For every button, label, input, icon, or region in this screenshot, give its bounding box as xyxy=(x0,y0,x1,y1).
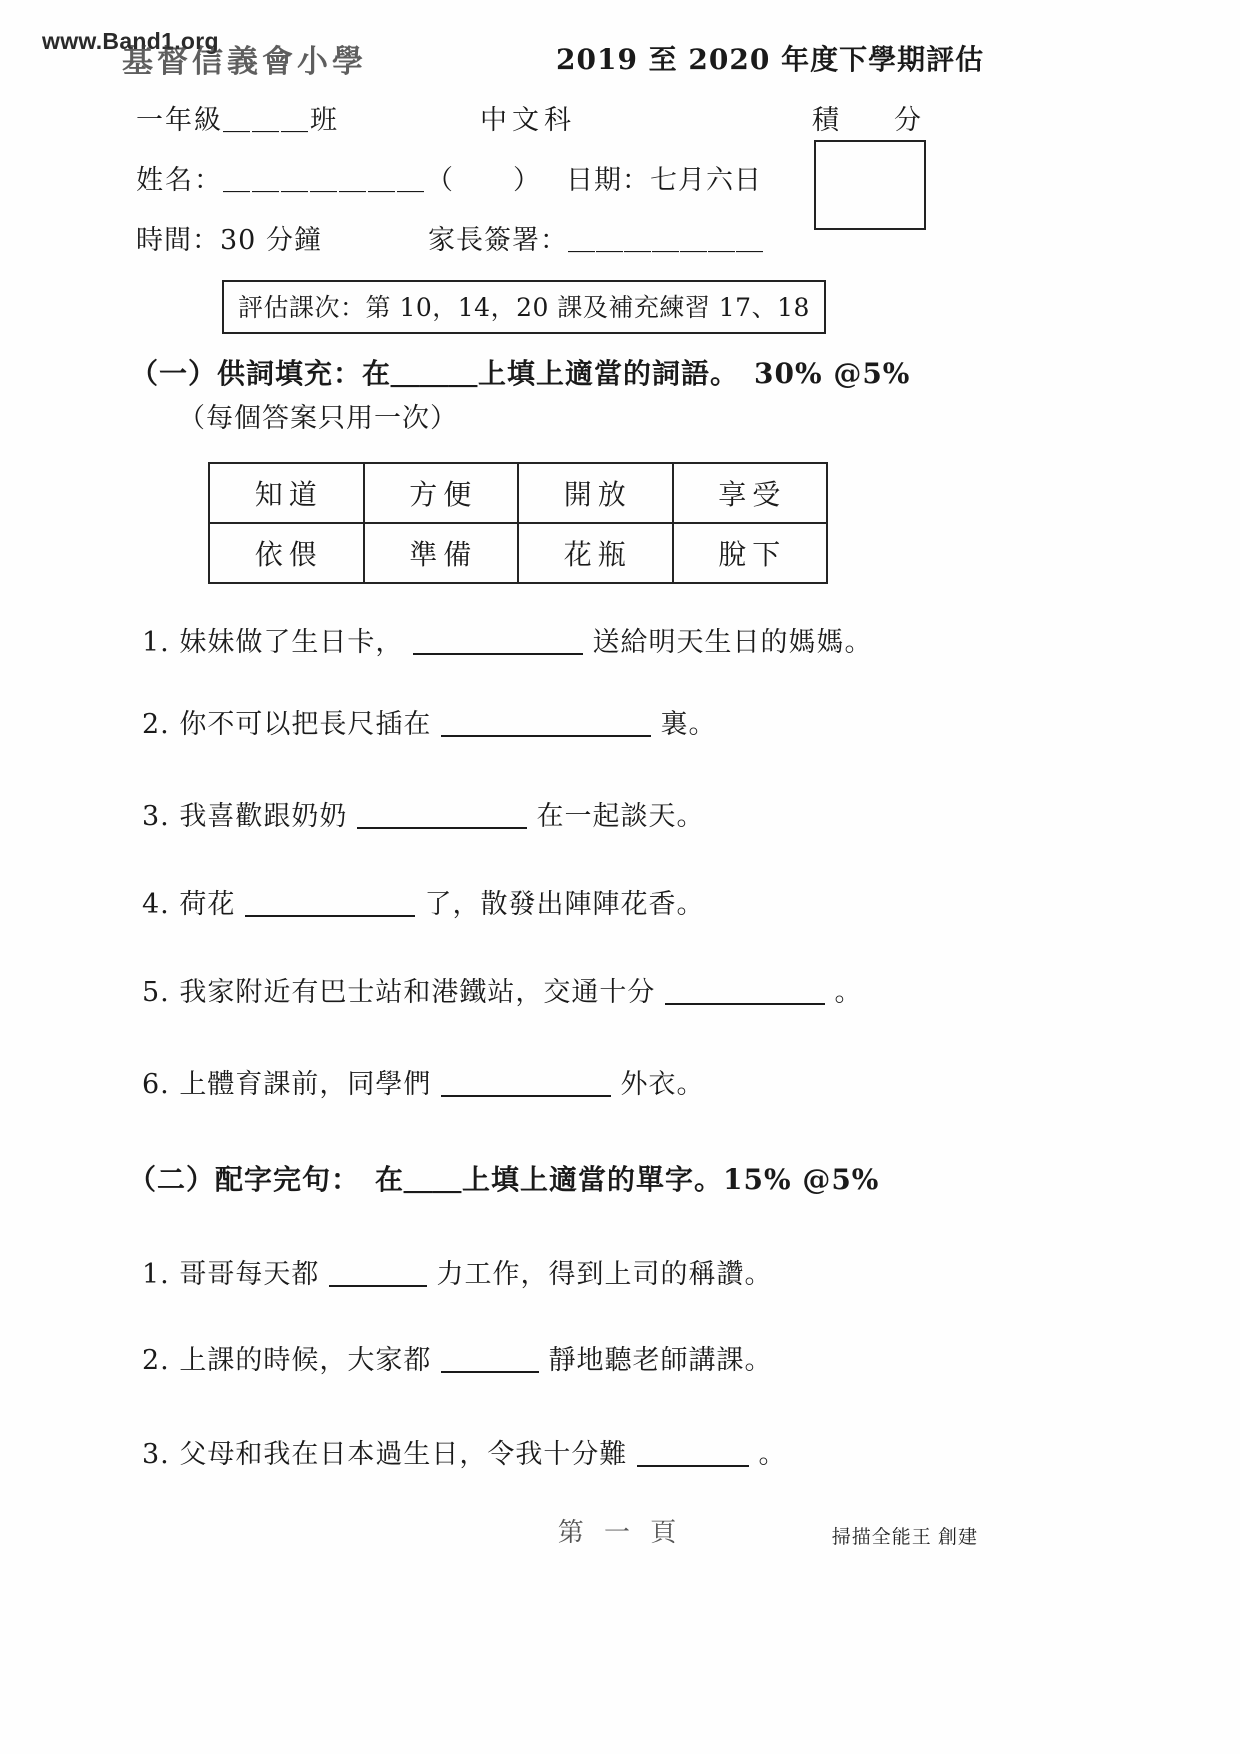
parent-signature-line: 家長簽署：＿＿＿＿＿＿＿ xyxy=(428,225,764,256)
site-watermark: www.Band1.org xyxy=(42,28,219,54)
question-item xyxy=(142,1062,705,1101)
question-number: 6. xyxy=(142,1069,170,1100)
table-row xyxy=(209,523,827,583)
question-text-before: 父母和我在日本過生日，令我十分難 xyxy=(179,1439,628,1470)
question-number: 1. xyxy=(142,627,170,658)
grade-class-line: 一年級＿＿＿班 xyxy=(136,105,339,136)
score-label: 積 分 xyxy=(812,105,935,136)
question-number: 2. xyxy=(142,709,170,740)
question-item xyxy=(142,882,705,921)
student-name-line: 姓名：＿＿＿＿＿＿＿（ ） xyxy=(136,165,542,196)
assessment-scope-box: 評估課次：第 10，14，20 課及補充練習 17、18 xyxy=(222,280,826,334)
date-line: 日期：七月六日 xyxy=(566,165,762,196)
answer-blank[interactable] xyxy=(413,627,583,655)
answer-blank[interactable] xyxy=(441,1345,539,1373)
question-item xyxy=(142,1252,773,1291)
answer-blank[interactable] xyxy=(441,709,651,737)
question-number: 1. xyxy=(142,1259,170,1290)
question-item xyxy=(142,620,873,659)
question-text-before: 你不可以把長尺插在 xyxy=(179,709,432,740)
answer-blank[interactable] xyxy=(665,977,825,1005)
answer-blank[interactable] xyxy=(357,801,527,829)
question-text-before: 上課的時候，大家都 xyxy=(179,1345,432,1376)
exam-title: 2019 至 2020 年度下學期評估 xyxy=(556,43,985,76)
answer-blank[interactable] xyxy=(637,1439,749,1467)
word-cell: 依偎 xyxy=(209,523,364,583)
page-number: 第 一 頁 xyxy=(557,1518,683,1548)
word-cell: 方便 xyxy=(364,463,519,523)
word-cell: 享受 xyxy=(673,463,828,523)
question-item xyxy=(142,702,717,741)
section-2-heading: （二）配字完句： 在＿＿上填上適當的單字。15% @5% xyxy=(128,1163,880,1196)
question-text-before: 我喜歡跟奶奶 xyxy=(179,801,348,832)
question-item xyxy=(142,1338,773,1377)
subject-label: 中文科 xyxy=(480,105,576,136)
scanner-credit: 掃描全能王 創建 xyxy=(831,1527,978,1548)
question-item xyxy=(142,970,863,1009)
question-text-after: 了，散發出陣陣花香。 xyxy=(424,889,705,920)
question-text-after: 在一起談天。 xyxy=(536,801,705,832)
word-cell: 開放 xyxy=(518,463,673,523)
question-text-after: 力工作，得到上司的稱讚。 xyxy=(436,1259,773,1290)
question-text-before: 哥哥每天都 xyxy=(179,1259,320,1290)
question-number: 2. xyxy=(142,1345,170,1376)
word-cell: 花瓶 xyxy=(518,523,673,583)
question-text-after: 。 xyxy=(834,977,863,1008)
question-text-before: 上體育課前，同學們 xyxy=(179,1069,432,1100)
answer-blank[interactable] xyxy=(329,1259,427,1287)
table-row xyxy=(209,463,827,523)
question-number: 3. xyxy=(142,1439,170,1470)
question-item xyxy=(142,794,705,833)
word-cell: 脫下 xyxy=(673,523,828,583)
question-text-before: 妹妹做了生日卡， xyxy=(179,627,404,658)
question-text-before: 荷花 xyxy=(179,889,236,920)
answer-blank[interactable] xyxy=(245,889,415,917)
section-1-heading: （一）供詞填充：在＿＿＿上填上適當的詞語。 30% @5% xyxy=(130,357,911,390)
word-cell: 準備 xyxy=(364,523,519,583)
duration-line: 時間：30 分鐘 xyxy=(136,225,322,256)
question-text-after: 外衣。 xyxy=(620,1069,705,1100)
question-number: 3. xyxy=(142,801,170,832)
section-1-subheading: （每個答案只用一次） xyxy=(178,403,458,434)
question-text-before: 我家附近有巴士站和港鐵站，交通十分 xyxy=(179,977,656,1008)
question-text-after: 。 xyxy=(758,1439,787,1470)
question-text-after: 裏。 xyxy=(660,709,717,740)
question-item xyxy=(142,1432,787,1471)
question-text-after: 送給明天生日的媽媽。 xyxy=(592,627,873,658)
question-text-after: 靜地聽老師講課。 xyxy=(548,1345,773,1376)
score-box xyxy=(814,140,926,230)
question-number: 5. xyxy=(142,977,170,1008)
question-number: 4. xyxy=(142,889,170,920)
answer-blank[interactable] xyxy=(441,1069,611,1097)
word-cell: 知道 xyxy=(209,463,364,523)
school-name: 基督信義會小學 xyxy=(122,44,367,80)
word-bank-table xyxy=(208,462,828,584)
